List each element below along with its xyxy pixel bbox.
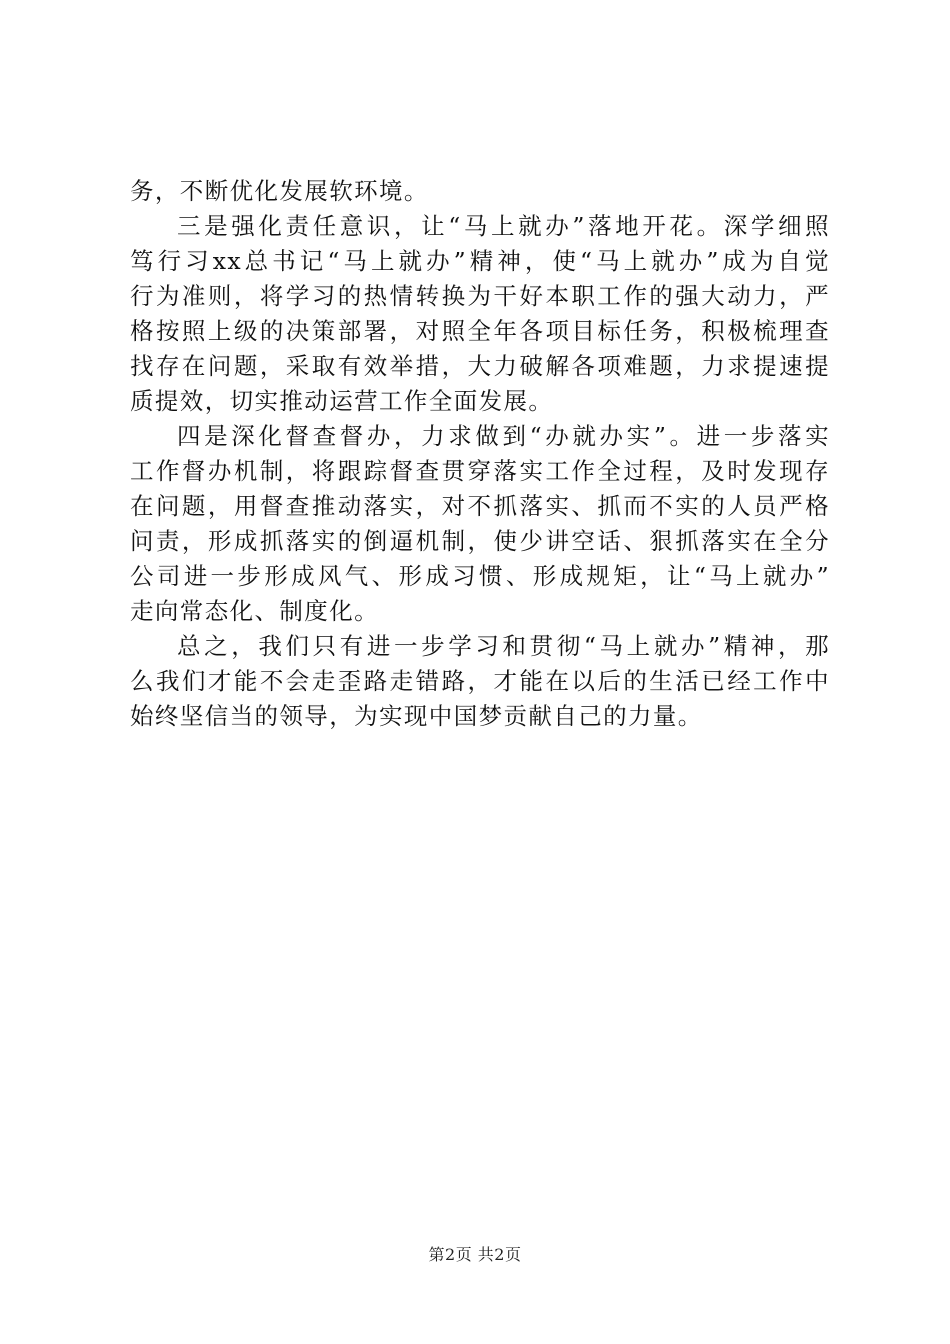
text-line: 三是强化责任意识，让“马上就办”落地开花。深学细照 [177, 212, 830, 240]
text-line: 问责，形成抓落实的倒逼机制，使少讲空话、狠抓落实在全分 [130, 527, 830, 555]
text-line: 总之，我们只有进一步学习和贯彻“马上就办”精神，那 [177, 632, 830, 660]
text-line: 格按照上级的决策部署，对照全年各项目标任务，积极梳理查 [130, 317, 830, 345]
text-line: 公司进一步形成风气、形成习惯、形成规矩，让“马上就办” [130, 562, 830, 590]
text-line: 务，不断优化发展软环境。 [130, 177, 429, 205]
text-line: 行为准则，将学习的热情转换为干好本职工作的强大动力，严 [130, 282, 830, 310]
text-line: 笃行习xx总书记“马上就办”精神，使“马上就办”成为自觉 [130, 247, 830, 275]
text-line: 四是深化督查督办，力求做到“办就办实”。进一步落实 [177, 422, 830, 450]
text-line: 质提效，切实推动运营工作全面发展。 [130, 387, 554, 415]
text-line: 工作督办机制，将跟踪督查贯穿落实工作全过程，及时发现存 [130, 457, 830, 485]
page-number-footer: 第2页 共2页 [428, 1245, 522, 1264]
text-line: 找存在问题，采取有效举措，大力破解各项难题，力求提速提 [130, 352, 830, 380]
text-line: 走向常态化、制度化。 [130, 597, 379, 625]
text-line: 在问题，用督查推动落实，对不抓落实、抓而不实的人员严格 [130, 492, 830, 520]
document-body [130, 174, 830, 734]
text-line: 始终坚信当的领导，为实现中国梦贡献自己的力量。 [130, 702, 703, 730]
text-line: 么我们才能不会走歪路走错路，才能在以后的生活已经工作中 [130, 667, 830, 695]
